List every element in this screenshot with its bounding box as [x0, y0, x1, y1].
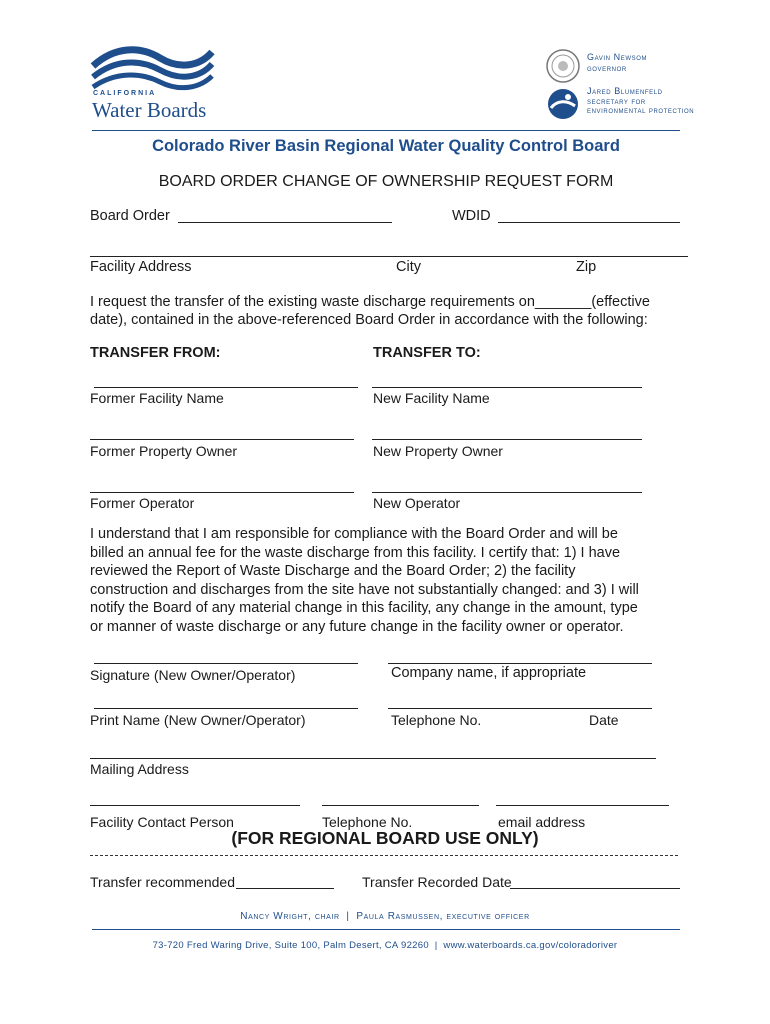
- email-label: email address: [498, 814, 586, 830]
- facility-address-label: Facility Address: [90, 259, 192, 275]
- board-order-field[interactable]: [178, 222, 392, 223]
- secretary-name: Jared Blumenfeld: [587, 86, 663, 96]
- certification-line: notify the Board of any material change in this facility, any change in the amount, type: [90, 600, 638, 616]
- certification-line: construction and discharges from the site have not substantially changed: and 3) I will: [90, 581, 639, 598]
- company-name-field[interactable]: [388, 663, 652, 664]
- mailing-address-label: Mailing Address: [90, 761, 189, 777]
- transfer-recommended-label: Transfer recommended: [90, 874, 235, 890]
- new-facility-name-label: New Facility Name: [373, 390, 490, 406]
- former-operator-field[interactable]: [90, 492, 354, 493]
- board-title: Colorado River Basin Regional Water Quality Control Board: [152, 137, 620, 155]
- certification-line: reviewed the Report of Waste Discharge and the Board Order; 2) the facility: [90, 563, 576, 579]
- secretary-title-1: secretary for: [587, 97, 646, 106]
- print-name-label: Print Name (New Owner/Operator): [90, 712, 306, 728]
- footer-officers: Nancy Wright, chair | Paula Rasmussen, executive officer: [240, 911, 530, 922]
- footer-address: 73-720 Fred Waring Drive, Suite 100, Palm Desert, CA 92260 | www.waterboards.ca.gov/coloradoriver: [152, 940, 618, 951]
- certification-line: or manner of waste discharge or any future change in the facility owner or operator.: [90, 618, 624, 635]
- regional-use-divider: [90, 855, 678, 856]
- board-order-label: Board Order: [90, 208, 170, 224]
- telephone-label: Telephone No.: [391, 712, 482, 728]
- regional-use-heading: (FOR REGIONAL BOARD USE ONLY): [231, 828, 539, 848]
- city-label: City: [396, 259, 421, 275]
- form-title: BOARD ORDER CHANGE OF OWNERSHIP REQUEST FORM: [158, 173, 614, 190]
- secretary-title-2: environmental protection: [587, 106, 695, 115]
- new-operator-label: New Operator: [373, 495, 461, 511]
- mailing-address-field[interactable]: [90, 758, 656, 759]
- email-field[interactable]: [496, 805, 669, 806]
- governor-name: Gavin Newsom: [587, 52, 648, 62]
- new-facility-name-field[interactable]: [372, 387, 642, 388]
- signature-label: Signature (New Owner/Operator): [90, 667, 296, 683]
- transfer-recorded-field[interactable]: [510, 888, 680, 889]
- new-operator-field[interactable]: [372, 492, 642, 493]
- company-name-label: Company name, if appropriate: [391, 665, 587, 681]
- governor-title: governor: [587, 64, 627, 73]
- facility-address-field[interactable]: [90, 256, 688, 257]
- new-property-owner-field[interactable]: [372, 439, 642, 440]
- former-property-owner-label: Former Property Owner: [90, 443, 238, 459]
- former-operator-label: Former Operator: [90, 495, 195, 511]
- zip-label: Zip: [576, 259, 597, 275]
- certification-line: billed an annual fee for the waste discharge from this facility. I certify that: 1) I have: [90, 544, 621, 561]
- certification-text: [90, 525, 690, 636]
- former-facility-name-label: Former Facility Name: [90, 390, 224, 406]
- state-seal-icon: [545, 48, 581, 84]
- request-line-1: I request the transfer of the existing waste discharge requirements on_______(effective: [90, 294, 650, 310]
- water-boards-logo: [90, 44, 215, 124]
- waves-icon: [90, 44, 215, 92]
- transfer-recommended-field[interactable]: [236, 888, 334, 889]
- print-name-field[interactable]: [94, 708, 358, 709]
- contact-person-field[interactable]: [90, 805, 300, 806]
- former-property-owner-field[interactable]: [90, 439, 354, 440]
- telephone-date-field[interactable]: [388, 708, 652, 709]
- transfer-recorded-label: Transfer Recorded Date: [362, 874, 512, 890]
- logo-california: CALIFORNIA: [93, 90, 157, 97]
- certification-line: I understand that I am responsible for compliance with the Board Order and will be: [90, 526, 618, 542]
- transfer-to-heading: TRANSFER TO:: [373, 345, 481, 361]
- date-label: Date: [589, 712, 619, 728]
- transfer-from-heading: TRANSFER FROM:: [90, 345, 221, 361]
- wdid-field[interactable]: [498, 222, 680, 223]
- former-facility-name-field[interactable]: [94, 387, 358, 388]
- wdid-label: WDID: [452, 208, 491, 224]
- contact-person-label: Facility Contact Person: [90, 814, 234, 830]
- logo-water-boards: Water Boards: [92, 98, 207, 122]
- new-property-owner-label: New Property Owner: [373, 443, 503, 459]
- contact-telephone-field[interactable]: [322, 805, 479, 806]
- signature-field[interactable]: [94, 663, 358, 664]
- footer-rule: [92, 929, 680, 930]
- contact-telephone-label: Telephone No.: [322, 814, 413, 830]
- request-line-2: date), contained in the above-referenced Board Order in accordance with the following:: [90, 312, 648, 328]
- calepa-logo-icon: [545, 86, 581, 122]
- header-rule: [92, 130, 680, 131]
